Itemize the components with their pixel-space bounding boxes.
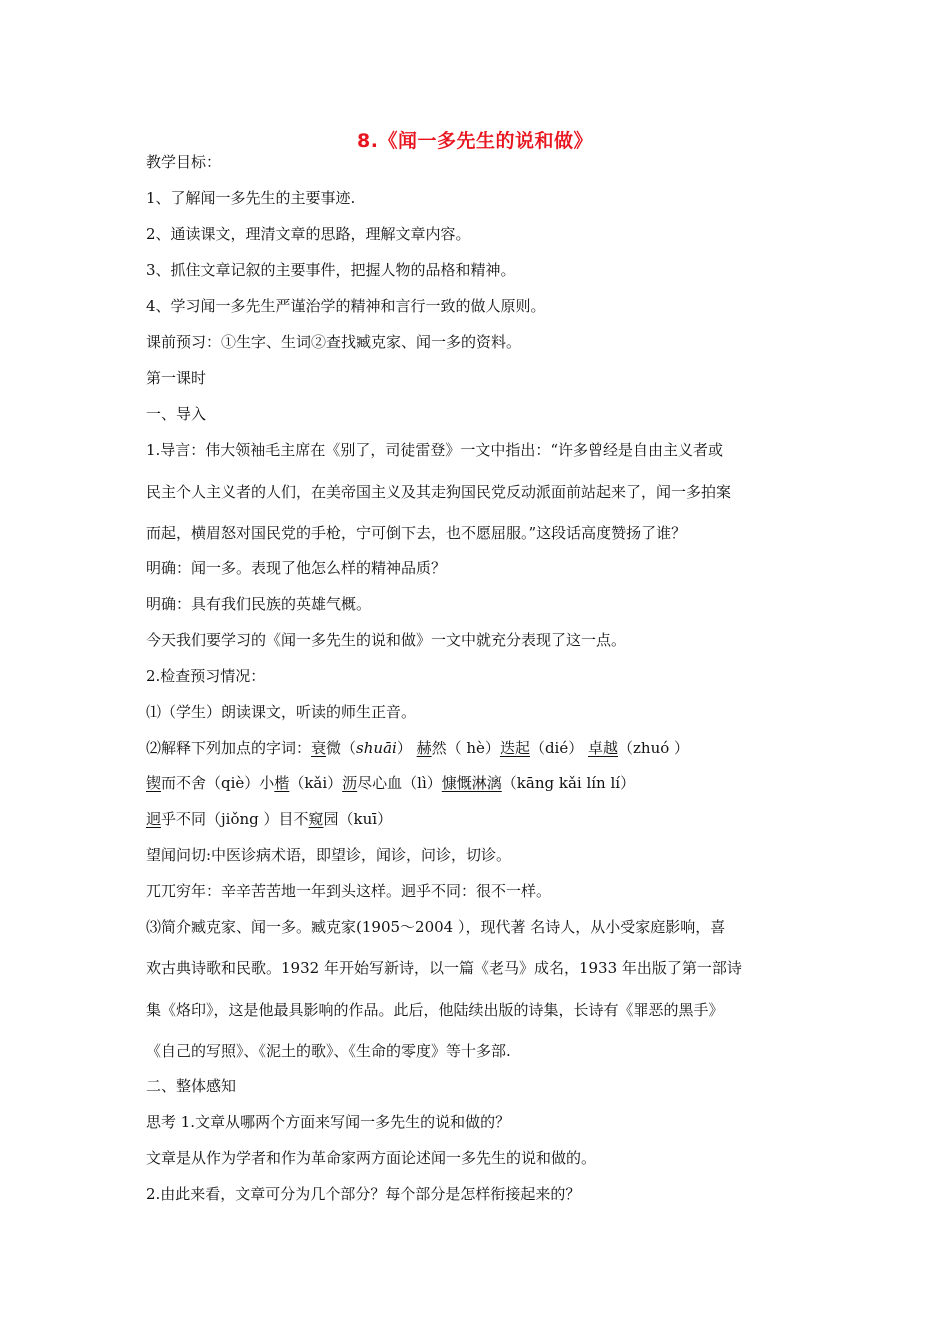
objective-1: 1、了解闻一多先生的主要事迹. — [146, 189, 356, 207]
question-line: 思考 1.文章从哪两个方面来写闻一多先生的说和做的？ — [146, 1113, 511, 1131]
vocab-word: 慷慨淋漓 — [441, 774, 502, 792]
answer-line: 明确：闻一多。表现了他怎么样的精神品质？ — [146, 559, 447, 577]
paragraph-line: 欢古典诗歌和民歌。1932 年开始写新诗，以一篇《老马》成名，1933 年出版了第一部诗 — [146, 959, 742, 977]
preview-task: 课前预习：①生字、生词②查找臧克家、闻一多的资料。 — [146, 333, 522, 351]
answer-line: 文章是从作为学者和作为革命家两方面论述闻一多先生的说和做的。 — [146, 1149, 597, 1167]
paragraph-line: ⑶简介臧克家、闻一多。臧克家(1905～2004 ），现代著 名诗人，从小受家庭影响，喜 — [146, 918, 726, 936]
paragraph-line: 《自己的写照》、《泥土的歌》、《生命的零度》等十多部. — [146, 1042, 511, 1060]
question-line: 2.由此来看，文章可分为几个部分？每个部分是怎样衔接起来的？ — [146, 1185, 581, 1203]
paragraph-line: 望闻问切:中医诊病术语，即望诊，闻诊，问诊，切诊。 — [146, 846, 512, 864]
vocab-word: 沥 — [342, 774, 358, 792]
vocab-word: 迭起 — [499, 739, 530, 757]
subheading-check-preview: 2.检查预习情况： — [146, 667, 266, 685]
vocab-gloss: ） — [396, 739, 412, 757]
vocab-gloss: （kāng kǎi lín lí） — [501, 774, 636, 792]
answer-line: 明确：具有我们民族的英雄气概。 — [146, 595, 372, 613]
paragraph-line: 兀兀穷年：辛辛苦苦地一年到头这样。迥乎不同：很不一样。 — [146, 882, 552, 900]
vocab-gloss: （zhuó ） — [618, 739, 690, 757]
vocab-line-1 — [146, 738, 689, 758]
vocab-gloss: （dié） — [529, 739, 588, 757]
vocab-word: 衰 — [311, 739, 327, 757]
vocab-gloss: 而不舍（qiè）小 — [161, 774, 275, 792]
vocab-gloss: 微（ — [326, 739, 357, 757]
vocab-word: 楷 — [274, 774, 290, 792]
vocab-word: 迥 — [146, 810, 162, 828]
lesson-heading: 第一课时 — [146, 369, 207, 387]
objective-2: 2、通读课文，理清文章的思路，理解文章内容。 — [146, 225, 471, 243]
vocab-line-3 — [146, 809, 392, 829]
document-title: 8.《闻一多先生的说和做》 — [357, 130, 593, 152]
vocab-prefix: ⑵解释下列加点的字词： — [146, 739, 312, 757]
vocab-gloss: 然（ hè） — [431, 739, 500, 757]
paragraph-line: 民主个人主义者的人们，在美帝国主义及其走狗国民党反动派面前站起来了，闻一多拍案 — [146, 483, 732, 501]
vocab-line-2 — [146, 773, 635, 793]
paragraph-line: 今天我们要学习的《闻一多先生的说和做》一文中就充分表现了这一点。 — [146, 631, 627, 649]
vocab-word: 卓越 — [588, 739, 619, 757]
section-heading-overall: 二、整体感知 — [146, 1077, 237, 1095]
vocab-gloss: 乎不同（jiǒng ）目不 — [161, 810, 309, 828]
paragraph-line: ⑴（学生）朗读课文，听读的师生正音。 — [146, 703, 417, 721]
vocab-word: 赫 — [416, 739, 432, 757]
paragraph-line: 集《烙印》，这是他最具影响的作品。此后，他陆续出版的诗集，长诗有《罪恶的黑手》 — [146, 1001, 724, 1019]
objective-3: 3、抓住文章记叙的主要事件，把握人物的品格和精神。 — [146, 261, 516, 279]
paragraph-line: 而起，横眉怒对国民党的手枪，宁可倒下去，也不愿屈服。”这段话高度赞扬了谁？ — [146, 524, 687, 542]
vocab-word: 锲 — [146, 774, 162, 792]
objective-4: 4、学习闻一多先生严谨治学的精神和言行一致的做人原则。 — [146, 297, 546, 315]
vocab-gloss: （kǎi） — [289, 774, 343, 792]
vocab-word: 窥 — [308, 810, 324, 828]
vocab-pinyin: shuāi — [356, 739, 397, 757]
section-heading-objectives: 教学目标： — [146, 153, 222, 171]
paragraph-line: 1.导言：伟大领袖毛主席在《别了，司徒雷登》一文中指出：“许多曾经是自由主义者或 — [146, 441, 723, 459]
vocab-gloss: 园（kuī） — [323, 810, 393, 828]
section-heading-intro: 一、导入 — [146, 405, 207, 423]
vocab-gloss: 尽心血（lì） — [357, 774, 442, 792]
